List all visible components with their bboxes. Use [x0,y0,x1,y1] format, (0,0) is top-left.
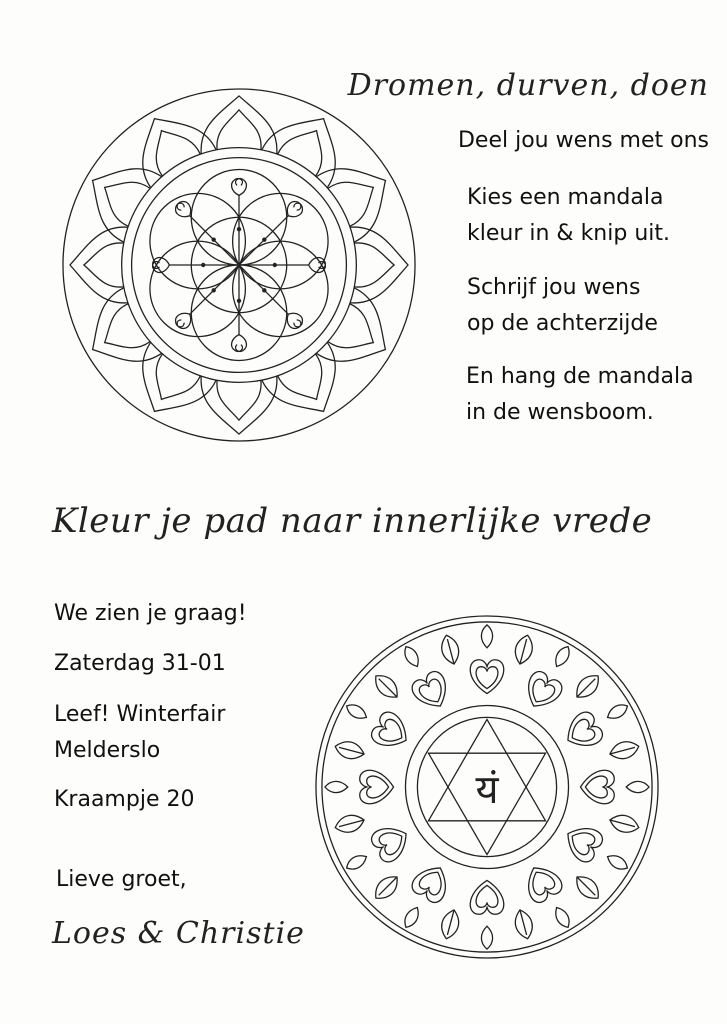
tagline: Kleur je pad naar innerlijke vrede [52,501,653,541]
venue-line-2: Melderslo [54,738,161,763]
heart-chakra-mandala-icon [312,612,662,962]
venue-line-1: Leef! Winterfair [54,702,226,727]
intro-text: Deel jou wens met ons [457,128,709,153]
step-3-line-1: En hang de mandala [466,364,694,389]
page-title: Dromen, durven, doen [347,68,709,103]
signature: Loes & Christie [52,916,305,951]
booth-number: Kraampje 20 [54,787,195,812]
step-2-line-1: Schrijf jou wens [467,275,641,300]
step-3 [466,359,694,431]
step-2 [467,270,658,342]
event-venue [54,697,225,769]
step-1-line-1: Kies een mandala [467,185,664,210]
step-1-line-2: kleur in & knip uit. [467,221,670,246]
step-2-line-2: op de achterzijde [467,311,658,336]
invite-text: We zien je graag! [54,601,247,626]
chakra-seed-syllable: यं [475,766,499,813]
event-date: Zaterdag 31-01 [54,651,226,676]
flower-of-life-mandala-icon [60,86,418,444]
step-3-line-2: in de wensboom. [466,400,654,425]
closing-text: Lieve groet, [56,867,187,892]
step-1 [467,180,670,252]
